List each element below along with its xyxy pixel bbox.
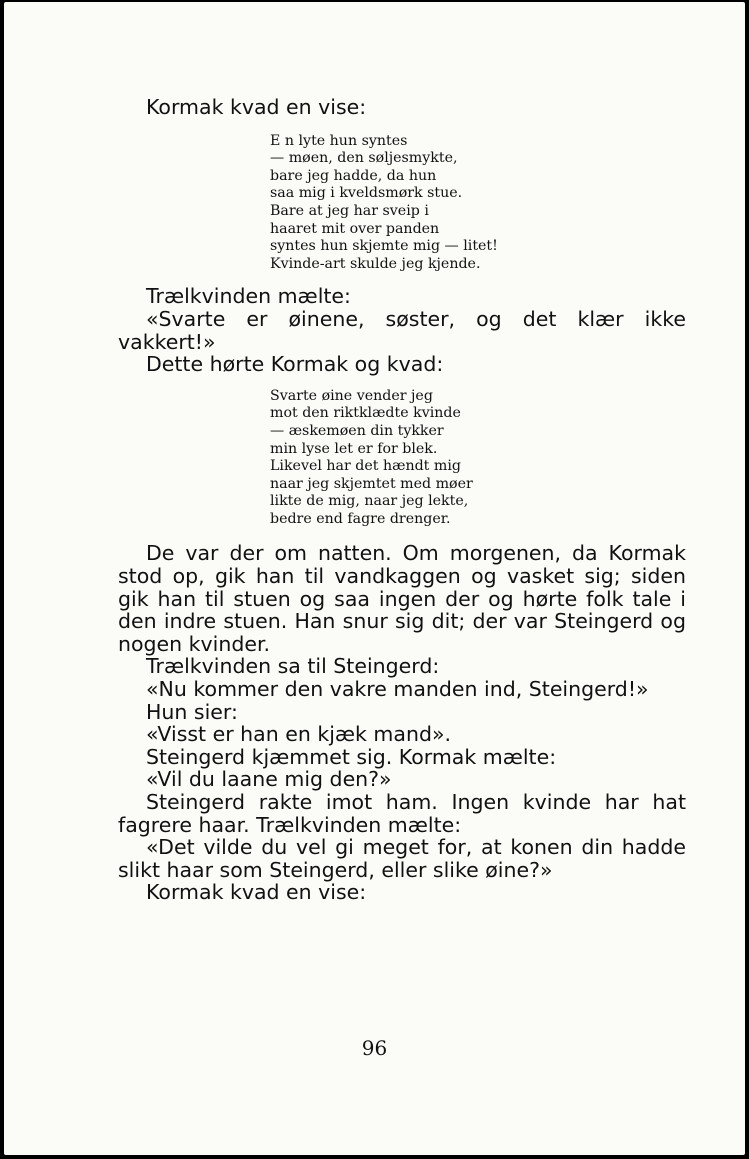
paragraph: «Nu kommer den vakre manden ind, Steingerd!» bbox=[146, 677, 649, 702]
verse-line: haaret mit over panden bbox=[270, 220, 440, 237]
verse-line: bedre end fagre drenger. bbox=[270, 510, 451, 527]
paragraph: «Svarte er øinene, søster, og det klær ikke vakkert!» bbox=[118, 306, 686, 354]
verse-line: mot den riktklædte kvinde bbox=[270, 405, 461, 422]
verse-1 bbox=[118, 133, 686, 274]
verse-line: — møen, den søljesmykte, bbox=[270, 150, 458, 167]
intro-line: Kormak kvad en vise: bbox=[146, 95, 367, 119]
verse-line: likte de mig, naar jeg lekte, bbox=[270, 493, 469, 510]
page-number: 96 bbox=[361, 1036, 388, 1060]
verse-2 bbox=[118, 388, 686, 529]
verse-line: naar jeg skjemtet med møer bbox=[270, 475, 473, 492]
page-text bbox=[118, 96, 686, 904]
verse-line: E n lyte hun syntes bbox=[270, 132, 408, 149]
paragraph: «Vil du laane mig den?» bbox=[146, 767, 392, 792]
paragraph: Trælkvinden sa til Steingerd: bbox=[146, 654, 440, 679]
verse-line: syntes hun skjemte mig — litet! bbox=[270, 238, 498, 255]
paragraph: Kormak kvad en vise: bbox=[146, 880, 367, 905]
verse-line: Likevel har det hændt mig bbox=[270, 458, 461, 475]
paragraph: Steingerd rakte imot ham. Ingen kvinde har hat fagrere haar. Trælkvinden mælte: bbox=[118, 790, 686, 837]
paragraph: Hun sier: bbox=[146, 699, 238, 724]
verse-line: — æskemøen din tykker bbox=[270, 422, 444, 439]
verse-line: Bare at jeg har sveip i bbox=[270, 202, 429, 219]
paragraph: «Visst er han en kjæk mand». bbox=[146, 722, 452, 747]
verse-line: Svarte øine vender jeg bbox=[270, 387, 433, 404]
verse-line: saa mig i kveldsmørk stue. bbox=[270, 185, 463, 202]
paragraph: De var der om natten. Om morgenen, da Kormak stod op, gik han til vandkaggen og vasket sig; siden gik han til stuen og saa ingen der og hørte folk tale i den indre stuen. Han snur sig dit; der var Steingerd og nogen kvinder. bbox=[118, 541, 686, 656]
verse-line: bare jeg hadde, da hun bbox=[270, 167, 437, 184]
verse-line: min lyse let er for blek. bbox=[270, 440, 438, 457]
paragraph: Dette hørte Kormak og kvad: bbox=[146, 352, 444, 377]
paragraph: Trælkvinden mælte: bbox=[146, 284, 351, 309]
paragraph: «Det vilde du vel gi meget for, at konen din hadde slikt haar som Steingerd, eller slike øine?» bbox=[118, 835, 686, 882]
paragraph: Steingerd kjæmmet sig. Kormak mælte: bbox=[146, 744, 557, 769]
verse-line: Kvinde-art skulde jeg kjende. bbox=[270, 255, 481, 272]
